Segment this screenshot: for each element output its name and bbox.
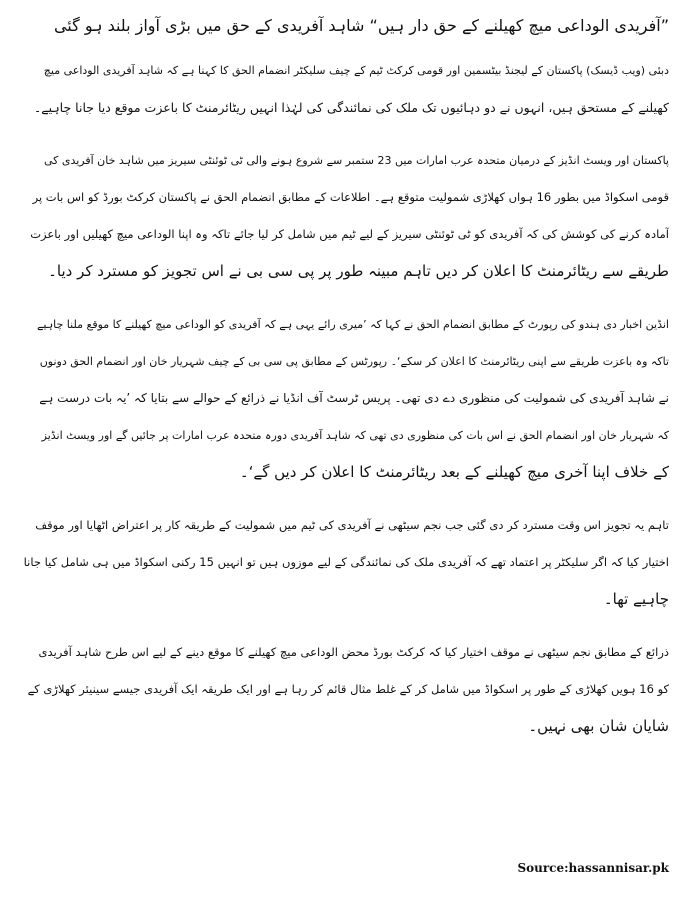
article-paragraph: [18, 507, 669, 618]
paragraph-line: تاکہ وہ باعزت طریقے سے اپنی ریٹائرمنٹ کا اعلان کر سکے‘۔ رپورٹس کے مطابق پی سی بی کے چیف شہریار خان اور انضمام الحق دونوں: [39, 355, 669, 368]
paragraph-line: اختیار کیا کہ اگر سلیکٹر پر اعتماد تھے کہ آفریدی ملک کی نمائندگی کے لیے موزوں ہیں تو انہیں 15 رکنی اسکواڈ میں ہی شامل کیا جانا: [23, 555, 669, 569]
article-paragraph: [18, 52, 669, 126]
paragraph-line: کھیلنے کے مستحق ہیں، انہوں نے دو دہائیوں تک ملک کی نمائندگی کی لہٰذا انہیں ریٹائرمنٹ کا باعزت موقع دیا جانا چاہیے۔: [33, 100, 669, 115]
paragraph-line: تاہم یہ تجویز اس وقت مسترد کر دی گئی جب نجم سیٹھی نے آفریدی کی ٹیم میں شمولیت کے طریقہ کار پر اعتراض اٹھایا اور موقف: [35, 518, 669, 532]
paragraph-line: انڈین اخبار دی ہندو کی رپورٹ کے مطابق انضمام الحق نے کہا کہ ’میری رائے یہی ہے کہ آفریدی کو الوداعی میچ کھیلنے کا موقع ملنا چاہیے: [36, 318, 669, 331]
article-body: [18, 52, 669, 745]
paragraph-line: قومی اسکواڈ میں بطور 16 ہواں کھلاڑی شمولیت متوقع ہے۔ اطلاعات کے مطابق انضمام الحق نے پاکستان کرکٹ بورڈ کو اس بات پر: [32, 190, 669, 204]
article-paragraph: [18, 142, 669, 290]
paragraph-line: چاہیے تھا۔: [603, 590, 669, 608]
paragraph-line: کہ شہریار خان اور انضمام الحق نے اس بات کی منظوری دی تھی کہ شاہد آفریدی دورہ متحدہ عرب امارات پر جائیں گے اور ویسٹ انڈیز: [41, 429, 669, 442]
paragraph-line: دبئی (ویب ڈیسک) پاکستان کے لیجنڈ بیٹسمین اور قومی کرکٹ ٹیم کے چیف سلیکٹر انضمام الحق کا کہنا ہے کہ شاہد آفریدی الوداعی میچ: [43, 64, 669, 77]
paragraph-line: کو 16 ہویں کھلاڑی کے طور پر اسکواڈ میں شامل کر کے غلط مثال قائم کر رہا ہے اور ایک طریقہ ایک آفریدی جیسے سینیئر کھلاڑی کے: [27, 682, 669, 696]
paragraph-line: کے خلاف اپنا آخری میچ کھیلنے کے بعد ریٹائرمنٹ کا اعلان کر دیں گے‘۔: [239, 463, 669, 481]
paragraph-line: پاکستان اور ویسٹ انڈیز کے درمیان متحدہ عرب امارات میں 23 ستمبر سے شروع ہونے والی ٹی ٹوئنٹی سیریز میں شاہد خان آفریدی کی: [43, 154, 669, 167]
paragraph-line: طریقے سے ریٹائرمنٹ کا اعلان کر دیں تاہم مبینہ طور پر پی سی بی نے اس تجویز کو مسترد کر دیا۔: [48, 262, 669, 280]
paragraph-line: نے شاہد آفریدی کی شمولیت کی منظوری دے دی تھی۔ پریس ٹرسٹ آف انڈیا نے ذرائع کے حوالے سے بتایا کہ ’یہ بات درست ہے: [39, 391, 669, 405]
paragraph-line: آمادہ کرنے کی کوشش کی کہ آفریدی کو ٹی ٹوئنٹی سیریز کے لیے ٹیم میں شامل کر لیا جائے تاکہ وہ اپنا الوداعی میچ کھیلیں اور باعزت: [30, 227, 669, 241]
paragraph-line: ذرائع کے مطابق نجم سیٹھی نے موقف اختیار کیا کہ کرکٹ بورڈ محض الوداعی میچ کھیلنے کا موقع دینے کے لیے اس طرح شاہد آفریدی: [38, 645, 669, 659]
article-paragraph: [18, 634, 669, 745]
paragraph-line: شایان شان بھی نہیں۔: [528, 717, 669, 735]
source-credit: Source:hassannisar.pk: [517, 861, 669, 875]
article-headline: ”آفریدی الوداعی میچ کھیلنے کے حق دار ہیں“ شاہد آفریدی کے حق میں بڑی آواز بلند ہو گئی: [53, 16, 669, 35]
article-paragraph: [18, 306, 669, 491]
